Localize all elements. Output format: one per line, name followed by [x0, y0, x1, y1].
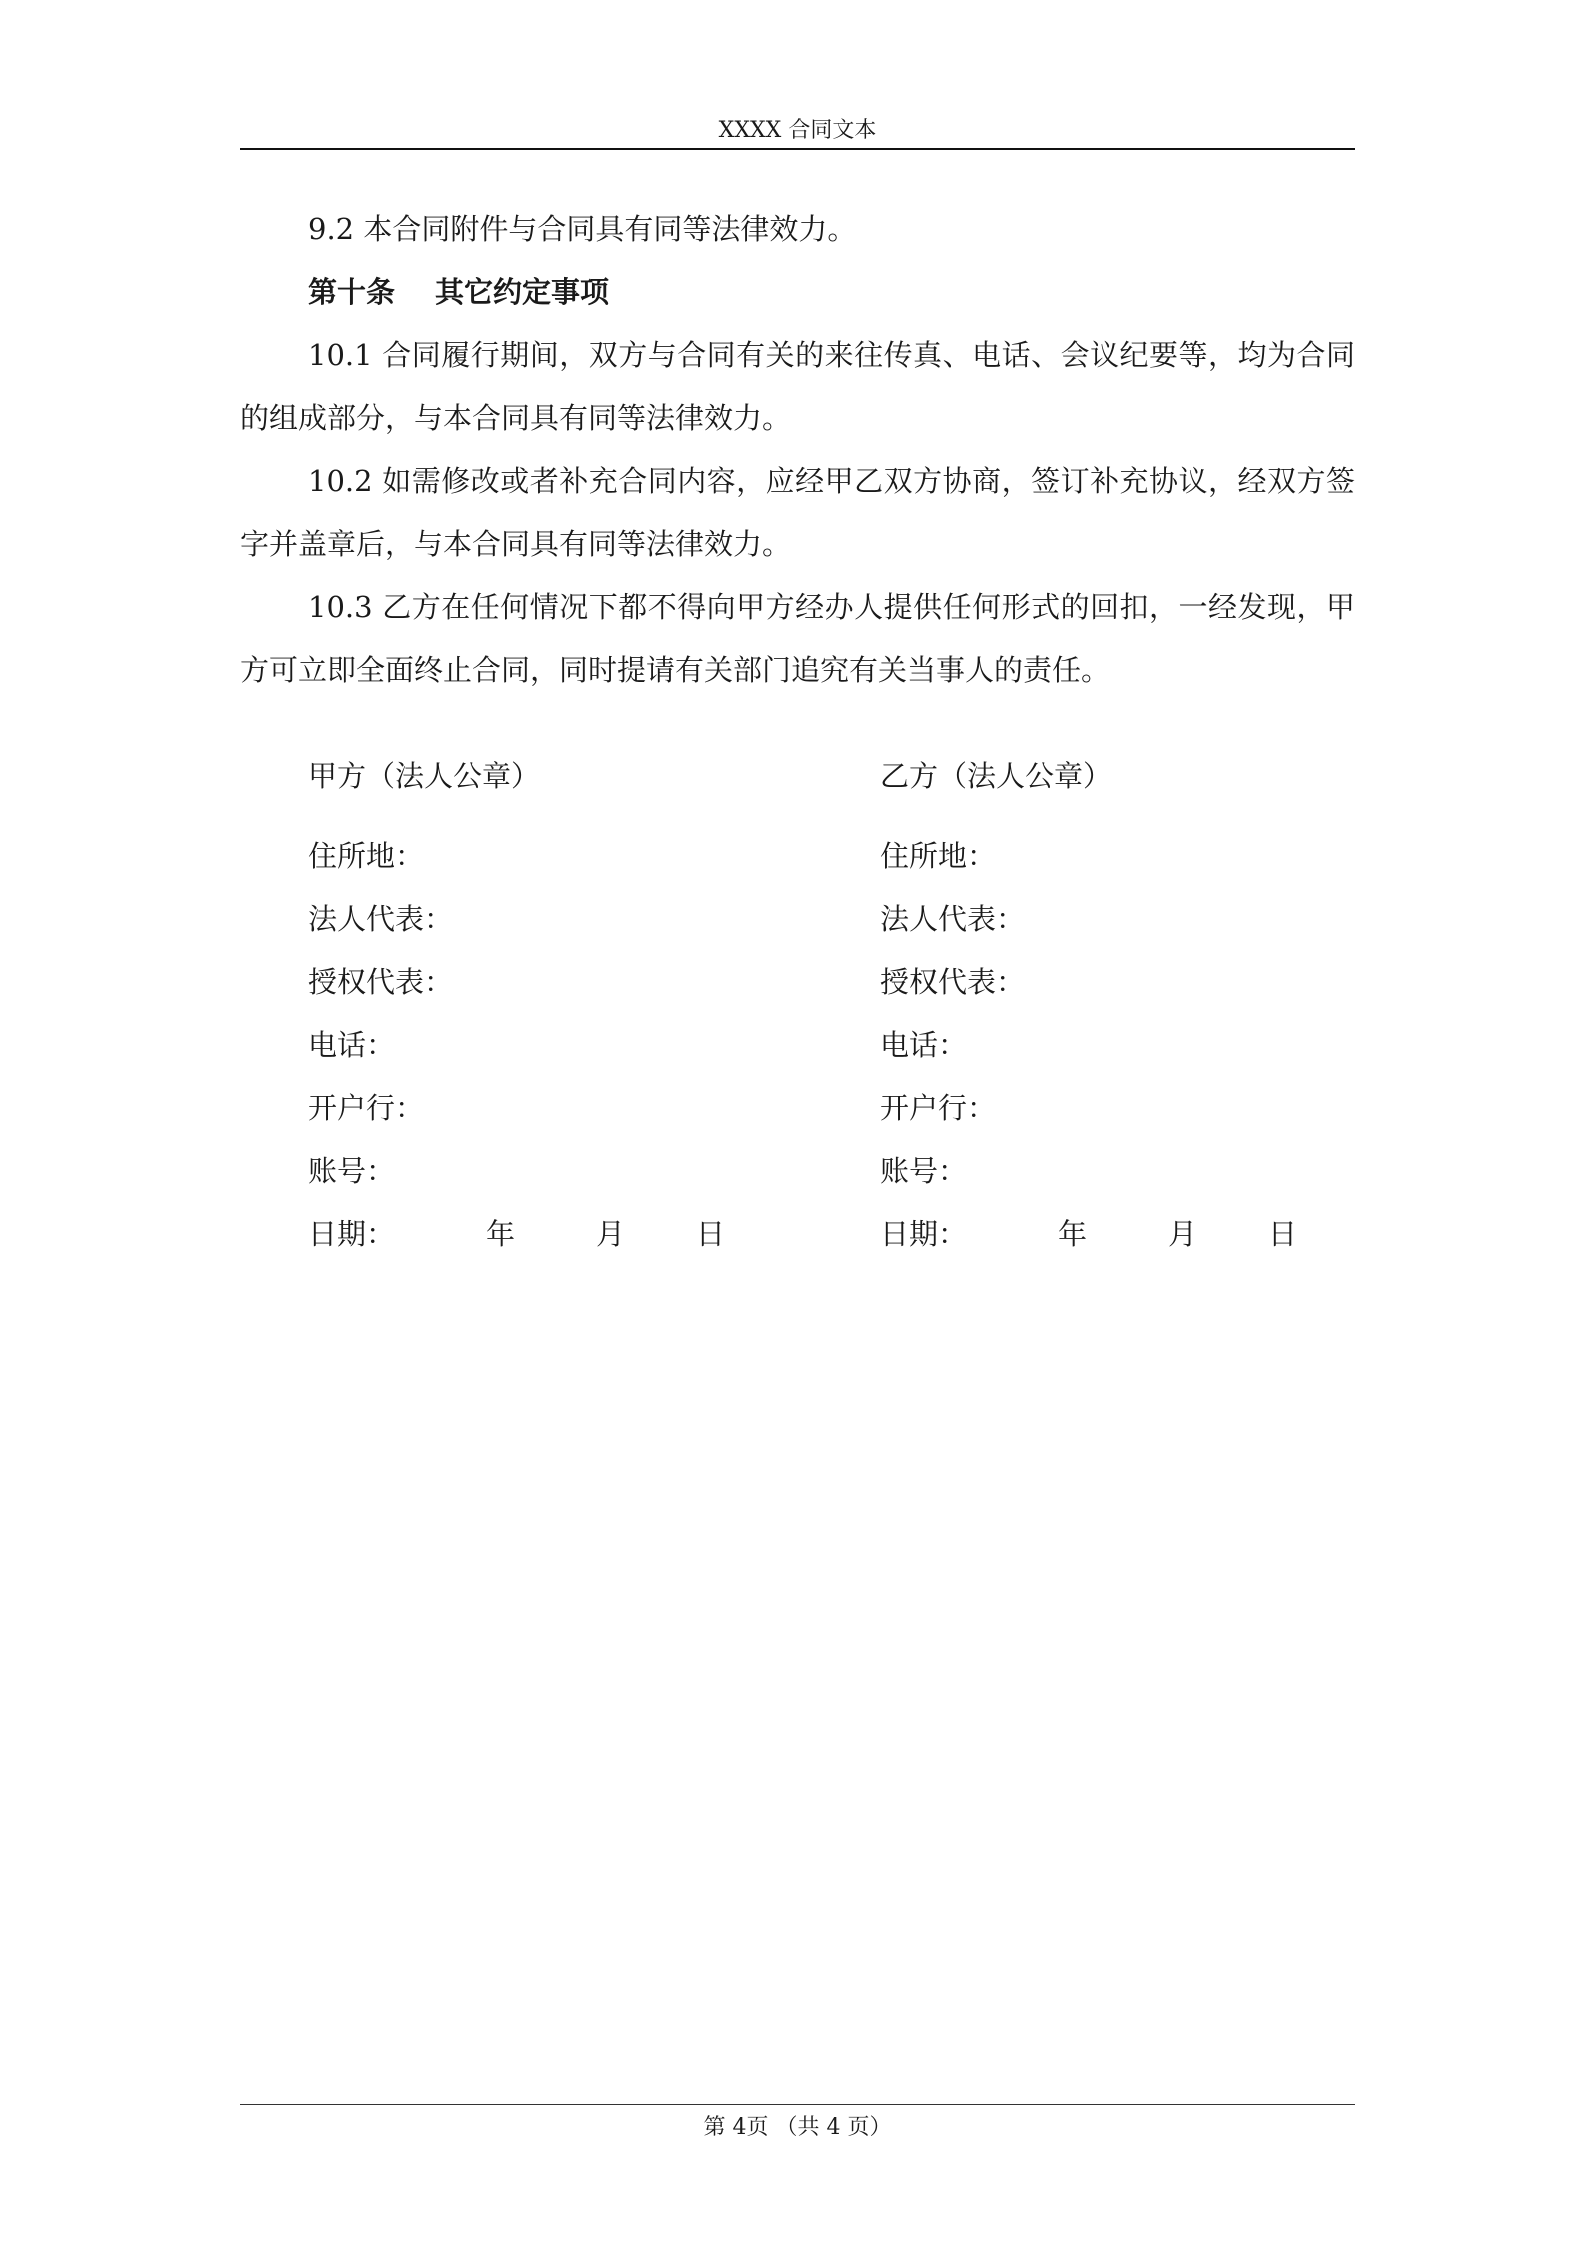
party-b-authorized-rep: 授权代表：	[880, 965, 1026, 999]
party-b-address: 住所地：	[880, 839, 997, 873]
party-a-day: 日	[696, 1217, 726, 1251]
header-divider	[240, 148, 1355, 150]
clause-9-2: 9.2 本合同附件与合同具有同等法律效力。	[308, 212, 857, 246]
party-b-bank: 开户行：	[880, 1091, 997, 1125]
party-a-year: 年	[486, 1217, 516, 1251]
clause-10-3: 10.3 乙方在任何情况下都不得向甲方经办人提供任何形式的回扣，一经发现，甲方可立即全面终止合同，同时提请有关部门追究有关当事人的责任。	[240, 590, 1355, 687]
party-b-date	[880, 1214, 1400, 1254]
clause-10-2: 10.2 如需修改或者补充合同内容，应经甲乙双方协商，签订补充协议，经双方签字并盖章后，与本合同具有同等法律效力。	[240, 464, 1355, 561]
party-a-signature-block	[308, 756, 828, 1254]
party-b-legal-rep: 法人代表：	[880, 902, 1026, 936]
article-title: 其它约定事项	[435, 275, 610, 309]
party-a-phone: 电话：	[308, 1028, 396, 1062]
party-b-signature-block	[880, 756, 1400, 1254]
party-a-authorized-rep: 授权代表：	[308, 965, 454, 999]
party-b-day: 日	[1268, 1217, 1298, 1251]
party-a-date	[308, 1214, 828, 1254]
contract-body	[240, 198, 1355, 702]
footer-divider	[240, 2104, 1355, 2105]
page-footer: 第 4页 （共 4 页）	[703, 2115, 892, 2140]
party-a-account: 账号：	[308, 1154, 396, 1188]
party-b-phone: 电话：	[880, 1028, 968, 1062]
party-b-title: 乙方（法人公章）	[880, 759, 1113, 793]
article-number: 第十条	[308, 275, 396, 309]
article-10-heading	[240, 261, 1355, 324]
party-a-bank: 开户行：	[308, 1091, 425, 1125]
party-a-month: 月	[596, 1217, 626, 1251]
party-b-year: 年	[1058, 1217, 1088, 1251]
party-a-legal-rep: 法人代表：	[308, 902, 454, 936]
party-a-address: 住所地：	[308, 839, 425, 873]
party-a-date-label: 日期：	[308, 1217, 396, 1251]
party-b-month: 月	[1168, 1217, 1198, 1251]
party-b-account: 账号：	[880, 1154, 968, 1188]
page-header: XXXX 合同文本	[718, 118, 877, 143]
party-b-date-label: 日期：	[880, 1217, 968, 1251]
clause-10-1: 10.1 合同履行期间，双方与合同有关的来往传真、电话、会议纪要等，均为合同的组成部分，与本合同具有同等法律效力。	[240, 338, 1355, 435]
party-a-title: 甲方（法人公章）	[308, 759, 541, 793]
